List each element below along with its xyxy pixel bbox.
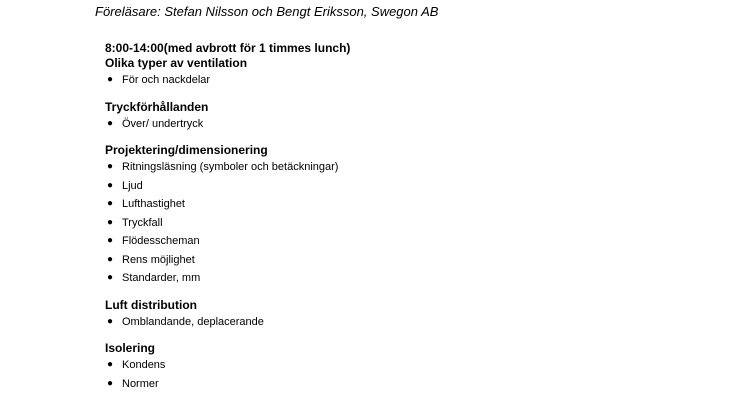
section-title: Isolering [105,341,156,355]
list-item-text: Lufthastighet [122,198,185,210]
list-item-text: Kondens [122,359,166,371]
section-title: Tryckförhållanden [105,99,209,114]
list-item [105,214,705,233]
list-item [105,251,705,270]
list-item [105,232,705,251]
bullet-list [105,115,705,134]
list-item-text: För och nackdelar [122,74,211,86]
section-ventilation-types [105,56,705,90]
bullet-icon: ● [107,216,114,228]
list-item [105,158,705,177]
list-item-text: Rens möjlighet [122,253,195,266]
bullet-icon: ● [107,198,114,209]
list-item-text: Omblandande, deplacerande [122,315,264,328]
bullet-icon: ● [107,74,114,85]
bullet-list [105,356,705,393]
list-item [105,356,705,375]
list-item-text: Tryckfall [122,216,163,229]
section-air-distribution [105,298,705,332]
bullet-list [105,158,705,288]
bullet-icon: ● [107,117,114,129]
section-pressure [105,100,705,134]
bullet-icon: ● [107,161,114,172]
speakers-line: Föreläsare: Stefan Nilsson och Bengt Eriksson, Swegon AB [95,4,439,19]
list-item-text: Normer [122,377,159,390]
section-title: Projektering/dimensionering [105,143,268,157]
list-item-text: Ritningsläsning (symboler och betäckningar) [122,161,339,173]
list-item-text: Ljud [122,179,143,192]
bullet-icon: ● [107,253,114,265]
bullet-list [105,313,705,332]
list-item [105,313,705,332]
list-item-text: Flödesscheman [122,235,200,247]
schedule-heading: 8:00-14:00(med avbrott för 1 timmes lunch) [105,41,351,55]
section-title: Olika typer av ventilation [105,56,248,70]
bullet-icon: ● [107,315,114,327]
section-title: Luft distribution [105,297,197,312]
list-item [105,115,705,134]
list-item [105,71,705,90]
section-insulation [105,341,705,393]
bullet-list [105,71,705,90]
list-item [105,269,705,288]
list-item-text: Över/ undertryck [122,117,204,130]
list-item [105,195,705,214]
bullet-icon: ● [107,179,114,191]
course-content [105,41,705,393]
list-item [105,375,705,394]
list-item-text: Standarder, mm [122,272,201,284]
list-item [105,177,705,196]
bullet-icon: ● [107,235,114,246]
bullet-icon: ● [107,377,114,389]
section-design [105,143,705,288]
bullet-icon: ● [107,359,114,370]
bullet-icon: ● [107,272,114,283]
